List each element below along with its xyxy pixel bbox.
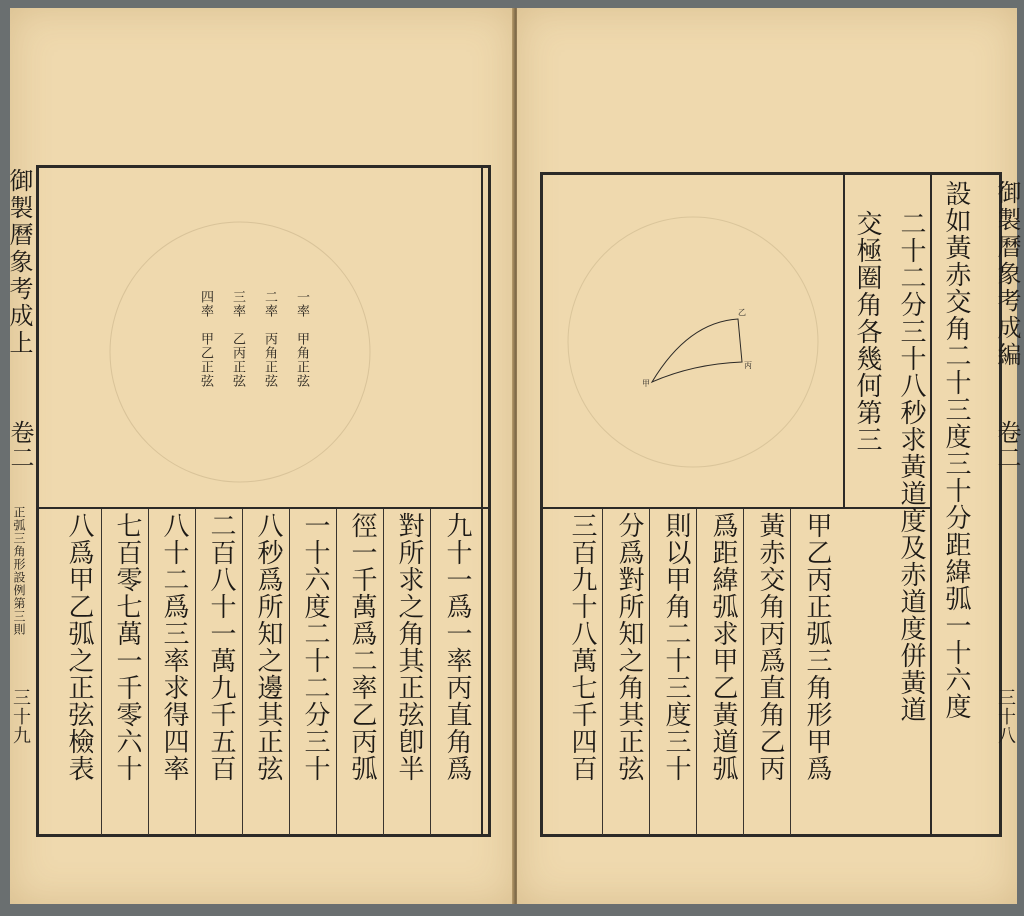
left-diagram-divider <box>36 507 491 509</box>
column-rule <box>289 509 290 835</box>
left-margin-title: 御製曆象考成上 <box>5 168 33 357</box>
right-text-column-5: 分爲對所知之角其正弦 <box>614 512 644 782</box>
left-margin-page-number: 三十九 <box>10 688 31 745</box>
column-rule <box>101 509 102 835</box>
rate-label-3: 三率 乙丙正弦 <box>230 290 245 388</box>
right-text-column-3: 爲距緯弧求甲乙黃道弧 <box>708 512 738 782</box>
left-frame-inner-rule <box>481 165 483 837</box>
column-rule <box>195 509 196 835</box>
column-rule <box>242 509 243 835</box>
left-text-column-3: 徑一千萬爲二率乙丙弧 <box>347 512 377 782</box>
left-text-column-2: 對所求之角其正弦卽半 <box>394 512 424 782</box>
right-diagram <box>548 182 840 504</box>
triangle-label-bing: 丙 <box>744 361 752 370</box>
right-text-column-4: 則以甲角二十三度三十 <box>661 512 691 782</box>
left-text-column-1: 九十一爲一率丙直角爲 <box>442 512 472 782</box>
column-rule <box>649 509 650 835</box>
triangle-figure <box>548 182 840 504</box>
left-text-column-6: 二百八十一萬九千五百 <box>206 512 236 782</box>
right-text-column-1: 甲乙丙正弧三角形甲爲 <box>802 512 832 782</box>
right-heading-column-2: 二十二分三十八秒求黃道度及赤道度併黃道 <box>896 210 926 723</box>
left-margin-juan: 卷二 <box>6 420 34 470</box>
left-diagram <box>40 182 480 504</box>
left-text-column-5: 八秒爲所知之邊其正弦 <box>253 512 283 782</box>
left-text-column-8: 七百零七萬一千零六十 <box>112 512 142 782</box>
left-circle-figure <box>40 182 480 504</box>
rate-label-1: 一率 甲角正弦 <box>294 290 309 388</box>
column-rule <box>430 509 431 835</box>
column-rule <box>602 509 603 835</box>
column-rule <box>336 509 337 835</box>
left-text-column-9: 八爲甲乙弧之正弦檢表 <box>64 512 94 782</box>
triangle-label-yi: 乙 <box>738 308 746 317</box>
column-rule <box>383 509 384 835</box>
column-rule <box>148 509 149 835</box>
left-margin-section: 正弧三角形設例第三則 <box>12 506 26 636</box>
column-rule <box>696 509 697 835</box>
right-heading-column-3: 交極圈角各幾何第三 <box>852 210 882 453</box>
right-margin-title: 御製曆象考成編 <box>993 180 1021 369</box>
left-text-column-7: 八十二爲三率求得四率 <box>159 512 189 782</box>
rate-label-4: 四率 甲乙正弦 <box>198 290 213 388</box>
right-margin-page-number: 三十八 <box>995 688 1016 745</box>
right-diagram-rule <box>843 172 845 509</box>
column-rule <box>790 509 791 835</box>
triangle-label-jia: 甲 <box>642 379 650 388</box>
right-diagram-divider <box>540 507 932 509</box>
right-margin-juan: 卷二 <box>993 420 1021 470</box>
right-header-column-rule <box>930 172 932 837</box>
right-text-column-2: 黃赤交角丙爲直角乙丙 <box>755 512 785 782</box>
column-rule <box>743 509 744 835</box>
right-heading-column-1: 設如黃赤交角二十三度三十分距緯弧一十六度 <box>941 180 971 720</box>
rate-label-2: 二率 丙角正弦 <box>262 290 277 388</box>
right-text-column-6: 三百九十八萬七千四百 <box>567 512 597 782</box>
left-text-column-4: 一十六度二十二分三十 <box>300 512 330 782</box>
